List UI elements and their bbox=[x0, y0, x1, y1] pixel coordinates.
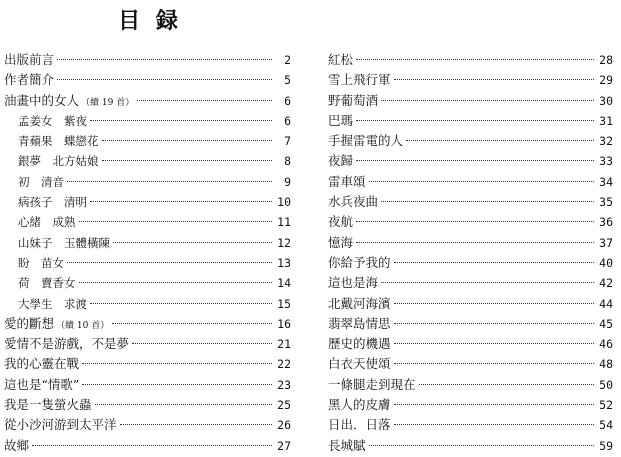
dot-leader bbox=[356, 242, 594, 243]
entry-title: 故鄉 bbox=[4, 437, 30, 453]
dot-leader bbox=[394, 79, 594, 80]
entry-title: 這也是“情歌” bbox=[4, 376, 80, 392]
page-number: 27 bbox=[277, 438, 291, 453]
page-number: 2 bbox=[284, 53, 291, 67]
page-number: 25 bbox=[277, 398, 291, 413]
toc-entry bbox=[328, 314, 613, 334]
entry-title: 從小沙河游到太平洋 bbox=[4, 417, 117, 433]
page-number: 35 bbox=[599, 195, 613, 210]
dot-leader bbox=[90, 303, 272, 304]
page-number: 15 bbox=[277, 296, 291, 311]
toc-entry bbox=[328, 131, 613, 151]
toc-entry bbox=[4, 253, 291, 273]
entry-title: 盼 苗女 bbox=[18, 255, 64, 270]
dot-leader bbox=[95, 404, 272, 405]
page-number: 50 bbox=[599, 377, 613, 392]
toc-entry bbox=[4, 294, 291, 314]
dot-leader bbox=[67, 262, 272, 263]
toc-entry bbox=[328, 436, 613, 456]
page-number: 6 bbox=[284, 113, 291, 128]
entry-title: 歷史的機遇 bbox=[328, 336, 391, 352]
toc-entry bbox=[4, 314, 291, 334]
toc-entry bbox=[4, 192, 291, 212]
toc-entry bbox=[328, 233, 613, 253]
dot-leader bbox=[102, 160, 273, 161]
dot-leader bbox=[356, 59, 594, 60]
dot-leader bbox=[57, 59, 272, 60]
entry-title: 愛情不是游戲，不是夢 bbox=[4, 336, 130, 352]
dot-leader bbox=[132, 343, 272, 344]
toc-entry bbox=[4, 354, 291, 374]
entry-title: 心緒 成熟 bbox=[18, 215, 76, 230]
toc-entry bbox=[4, 131, 291, 151]
toc-entry bbox=[328, 253, 613, 273]
toc-entry bbox=[328, 212, 613, 232]
entry-title: 雪上飛行軍 bbox=[328, 72, 391, 88]
page-number: 14 bbox=[277, 276, 291, 291]
entry-title: 北戴河海濱 bbox=[328, 295, 391, 311]
entry-title: 夜歸 bbox=[328, 153, 354, 169]
entry-title: 我的心靈在戰 bbox=[4, 356, 80, 372]
entry-title: 出版前言 bbox=[4, 52, 55, 67]
page-number: 31 bbox=[599, 113, 613, 128]
page-number: 33 bbox=[599, 154, 613, 169]
entry-title: 白衣天使頌 bbox=[328, 356, 391, 372]
page-number: 59 bbox=[599, 438, 613, 453]
toc-entry bbox=[4, 334, 291, 354]
dot-leader bbox=[394, 323, 594, 324]
entry-title: 作者簡介 bbox=[4, 72, 55, 88]
page-number: 16 bbox=[277, 316, 291, 331]
toc-right-column bbox=[328, 50, 613, 456]
entry-title: 巴瑪 bbox=[328, 112, 354, 128]
page-number: 23 bbox=[277, 377, 291, 392]
toc-entry bbox=[4, 172, 291, 192]
toc-entry bbox=[328, 273, 613, 293]
entry-title: 孟姜女 紫夜 bbox=[18, 113, 87, 128]
toc-entry bbox=[328, 91, 613, 111]
entry-title: 夜航 bbox=[328, 214, 354, 230]
dot-leader bbox=[82, 363, 272, 364]
toc-entry bbox=[4, 50, 291, 70]
entry-title: 這也是海 bbox=[328, 275, 379, 291]
page-number: 34 bbox=[599, 174, 613, 189]
page-number: 9 bbox=[284, 174, 291, 189]
toc-entry bbox=[328, 111, 613, 131]
dot-leader bbox=[82, 384, 272, 385]
dot-leader bbox=[394, 404, 594, 405]
dot-leader bbox=[406, 140, 594, 141]
entry-title: 大學生 求渡 bbox=[18, 296, 87, 311]
dot-leader bbox=[394, 262, 594, 263]
dot-leader bbox=[394, 343, 594, 344]
dot-leader bbox=[394, 303, 594, 304]
toc-entry bbox=[328, 151, 613, 171]
toc-entry bbox=[4, 111, 291, 131]
page-number: 45 bbox=[599, 316, 613, 331]
dot-leader bbox=[137, 100, 272, 101]
page-number: 44 bbox=[599, 296, 613, 311]
toc-entry bbox=[4, 212, 291, 232]
dot-leader bbox=[381, 201, 594, 202]
toc-entry bbox=[328, 172, 613, 192]
page-number: 30 bbox=[599, 93, 613, 108]
dot-leader bbox=[356, 221, 594, 222]
entry-title: 日出．日落 bbox=[328, 417, 391, 433]
dot-leader bbox=[394, 424, 594, 425]
page-number: 7 bbox=[284, 134, 291, 149]
page-number: 42 bbox=[599, 276, 613, 291]
entry-title: 愛的斷想 bbox=[4, 315, 55, 331]
dot-leader bbox=[369, 445, 594, 446]
page-number: 48 bbox=[599, 357, 613, 372]
dot-leader bbox=[356, 160, 594, 161]
page-number: 26 bbox=[277, 418, 291, 433]
entry-title: 憶海 bbox=[328, 234, 354, 250]
entry-title: 銀夢 北方姑娘 bbox=[18, 154, 99, 169]
entry-title: 荷 賣香女 bbox=[18, 276, 76, 291]
page-number: 40 bbox=[599, 255, 613, 270]
page-number: 12 bbox=[277, 235, 291, 250]
dot-leader bbox=[90, 201, 272, 202]
toc-left-column bbox=[4, 50, 291, 456]
page-number: 10 bbox=[277, 195, 291, 210]
entry-note: （續 19 首） bbox=[81, 97, 135, 108]
entry-title: 一條腿走到現在 bbox=[328, 376, 416, 392]
dot-leader bbox=[369, 181, 594, 182]
dot-leader bbox=[79, 221, 273, 222]
entry-title: 翡翠島情思 bbox=[328, 315, 391, 331]
toc-entry bbox=[328, 334, 613, 354]
page-number: 29 bbox=[599, 73, 613, 88]
page-number: 8 bbox=[284, 154, 291, 169]
dot-leader bbox=[419, 384, 594, 385]
toc-entry bbox=[328, 192, 613, 212]
page-number: 5 bbox=[284, 73, 291, 88]
toc-entry bbox=[4, 436, 291, 456]
page-number: 36 bbox=[599, 215, 613, 230]
dot-leader bbox=[112, 323, 272, 324]
toc-entry bbox=[328, 50, 613, 70]
dot-leader bbox=[90, 120, 272, 121]
page-title: 目 録 bbox=[118, 9, 182, 34]
dot-leader bbox=[57, 79, 272, 80]
toc-entry bbox=[328, 375, 613, 395]
dot-leader bbox=[120, 424, 272, 425]
dot-leader bbox=[102, 140, 273, 141]
entry-title: 山妹子 玉體橫陳 bbox=[18, 235, 110, 250]
toc-entry bbox=[328, 354, 613, 374]
page-number: 28 bbox=[599, 53, 613, 67]
page-number: 22 bbox=[277, 357, 291, 372]
entry-title: 你給予我的 bbox=[328, 254, 391, 270]
toc-entry bbox=[4, 415, 291, 435]
toc-entry bbox=[4, 375, 291, 395]
dot-leader bbox=[67, 181, 272, 182]
entry-title: 紅松 bbox=[328, 52, 354, 67]
entry-title: 長城賦 bbox=[328, 437, 366, 453]
dot-leader bbox=[32, 445, 272, 446]
toc-entry bbox=[4, 233, 291, 253]
entry-title: 雷車頌 bbox=[328, 173, 366, 189]
page-number: 32 bbox=[599, 134, 613, 149]
page-number: 21 bbox=[277, 337, 291, 352]
dot-leader bbox=[381, 282, 594, 283]
toc-entry bbox=[328, 395, 613, 415]
toc-entry bbox=[328, 415, 613, 435]
entry-title: 初 清音 bbox=[18, 174, 64, 189]
dot-leader bbox=[356, 120, 594, 121]
toc-entry bbox=[328, 294, 613, 314]
page-number: 46 bbox=[599, 337, 613, 352]
toc-entry bbox=[4, 70, 291, 90]
toc-entry bbox=[4, 151, 291, 171]
dot-leader bbox=[79, 282, 273, 283]
entry-title: 水兵夜曲 bbox=[328, 194, 379, 210]
dot-leader bbox=[381, 100, 594, 101]
entry-title: 青蘋果 蝶戀花 bbox=[18, 134, 99, 149]
dot-leader bbox=[394, 363, 594, 364]
entry-title: 我是一隻螢火蟲 bbox=[4, 397, 92, 413]
page-number: 54 bbox=[599, 418, 613, 433]
entry-title: 黑人的皮膚 bbox=[328, 397, 391, 413]
page-number: 52 bbox=[599, 398, 613, 413]
page-number: 11 bbox=[277, 215, 291, 230]
page-number: 6 bbox=[284, 93, 291, 108]
entry-title: 野葡萄酒 bbox=[328, 92, 379, 108]
entry-title: 手握雷電的人 bbox=[328, 133, 404, 149]
entry-note: （續 10 首） bbox=[56, 320, 110, 331]
page-number: 13 bbox=[277, 255, 291, 270]
entry-title: 病孩子 清明 bbox=[18, 195, 87, 210]
toc-entry bbox=[4, 395, 291, 415]
entry-title: 油畫中的女人 bbox=[4, 92, 80, 108]
page-number: 37 bbox=[599, 235, 613, 250]
dot-leader bbox=[113, 242, 272, 243]
toc-entry bbox=[4, 273, 291, 293]
toc-entry bbox=[328, 70, 613, 90]
toc-entry bbox=[4, 91, 291, 111]
